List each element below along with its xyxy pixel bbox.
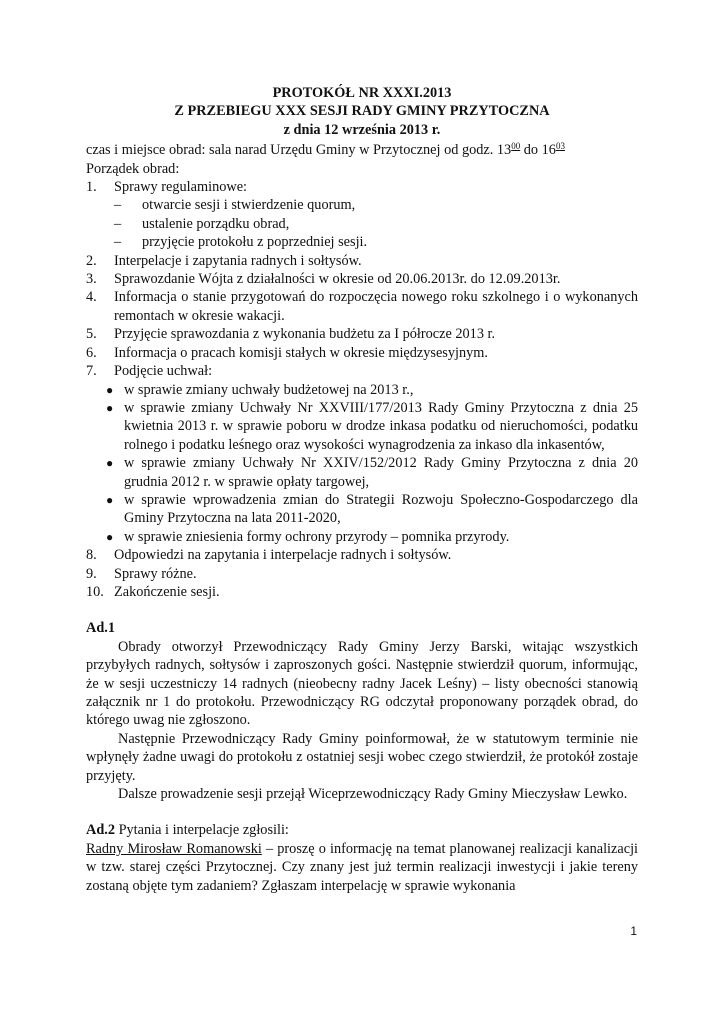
agenda-item: 6. Informacja o pracach komisji stałych w okresie międzysesyjnym. — [86, 344, 488, 361]
agenda-item: 9. Sprawy różne. — [86, 565, 197, 582]
agenda-subitem: – otwarcie sesji i stwierdzenie quorum, — [114, 197, 356, 214]
bullet-marker: ● — [106, 456, 114, 471]
agenda-item: 2. Interpelacje i zapytania radnych i sołtysów. — [86, 252, 362, 269]
agenda-item: 3. Sprawozdanie Wójta z działalności w okresie od 20.06.2013r. do 12.09.2013r. — [86, 271, 561, 288]
agenda-item: 8. Odpowiedzi na zapytania i interpelacje radnych i sołtysów. — [86, 547, 452, 564]
ad1-heading: Ad.1 — [86, 620, 115, 637]
ad1-paragraph: Dalsze prowadzenie sesji przejął Wiceprzewodniczący Rady Gminy Mieczysław Lewko. — [118, 786, 628, 803]
protocol-title: PROTOKÓŁ NR XXXI.2013 — [272, 85, 452, 101]
resolution-item: ● w sprawie zmiany uchwały budżetowej na 2013 r., — [106, 381, 414, 398]
document-body — [86, 84, 638, 895]
bullet-marker: ● — [106, 529, 114, 544]
page-number: 1 — [630, 924, 637, 938]
agenda-list — [86, 178, 638, 601]
resolution-item: ● w sprawie zniesienia formy ochrony przyrody – pomnika przyrody. — [106, 528, 510, 545]
resolution-item: ● w sprawie zmiany Uchwały Nr XXIV/152/2012 Rady Gminy Przytoczna z dnia 20 grudnia 2012 r. w sprawie opłaty targowej, — [106, 455, 638, 490]
agenda-item: 4. Informacja o stanie przygotowań do rozpoczęcia nowego roku szkolnego i o wykonanych remontach w okresie wakacji. — [86, 289, 638, 324]
resolution-item: ● w sprawie wprowadzenia zmian do Strategii Rozwoju Społeczno-Gospodarczego dla Gminy Przytoczna na lata 2011-2020, — [106, 491, 638, 527]
ad2-heading: Ad.2 Pytania i interpelacje zgłosili: — [86, 822, 289, 839]
protocol-date: z dnia 12 września 2013 r. — [283, 121, 441, 138]
protocol-subtitle: Z PRZEBIEGU XXX SESJI RADY GMINY PRZYTOCZNA — [174, 103, 550, 120]
ad1-paragraph: Obrady otworzył Przewodniczący Rady Gminy Jerzy Barski, witając wszystkich przybyłych radnych, sołtysów i zaproszonych gości. Następnie stwierdził quorum, informując, że w sesji uczestniczy 14 radnych (nieobecny radny Jacek Leśny) – listy obecności stanowią załącznik nr 1 do protokołu. Przewodniczący RG odczytał proponowany porządek obrad, do którego uwag nie zgłoszono. — [86, 638, 638, 729]
ad2-paragraph: Radny Mirosław Romanowski – proszę o informację na temat planowanej realizacji kanalizacji w tzw. starej części Przytocznej. Czy znany jest już termin realizacji inwestycji i jakie tereny zostaną objęte tym zadaniem? Zgłaszam interpelację w sprawie wykonania — [86, 840, 639, 894]
dash-marker: – — [114, 197, 122, 214]
agenda-item: 1. Sprawy regulaminowe: — [86, 179, 248, 196]
bullet-marker: ● — [106, 492, 114, 507]
agenda-subitem: – przyjęcie protokołu z poprzedniej sesji. — [114, 234, 368, 251]
agenda-item: 7. Podjęcie uchwał: — [86, 363, 213, 380]
agenda-subitem: – ustalenie porządku obrad, — [114, 215, 290, 232]
agenda-item: 5. Przyjęcie sprawozdania z wykonania budżetu za I półrocze 2013 r. — [86, 326, 496, 343]
dash-marker: – — [114, 215, 122, 232]
speaker-name: Radny Mirosław Romanowski — [86, 840, 262, 857]
session-time-place: czas i miejsce obrad: sala narad Urzędu Gminy w Przytocznej od godz. $13^{00}$ do $16^{03}$ — [86, 141, 565, 159]
ad1-paragraph: Następnie Przewodniczący Rady Gminy poinformował, że w statutowym terminie nie wpłynęły żadne uwagi do protokołu z ostatniej sesji wobec czego stwierdził, że protokół zostaje przyjęty. — [86, 730, 638, 784]
resolution-item: ● w sprawie zmiany Uchwały Nr XXVIII/177/2013 Rady Gminy Przytoczna z dnia 25 kwietnia 2013 r. w sprawie poboru w drodze inkasa podatku od nieruchomości, podatku rolnego i podatku leśnego oraz wysokości wynagrodzenia za inkaso dla inkasentów, — [106, 399, 638, 453]
bullet-marker: ● — [106, 382, 114, 397]
dash-marker: – — [114, 234, 122, 251]
agenda-label: Porządek obrad: — [86, 160, 180, 177]
agenda-item: 10. Zakończenie sesji. — [86, 583, 220, 600]
bullet-marker: ● — [106, 400, 114, 415]
